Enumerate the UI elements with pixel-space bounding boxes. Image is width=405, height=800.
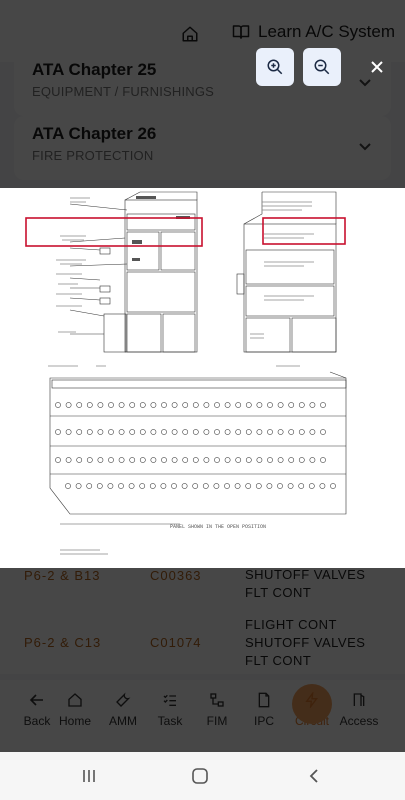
breaker-circle (183, 402, 188, 407)
breaker-circle (310, 402, 315, 407)
breaker-circle (140, 402, 145, 407)
system-nav-bar (0, 752, 405, 800)
breaker-circle (193, 483, 198, 488)
zoom-out-button[interactable] (303, 48, 341, 86)
breaker-circle (119, 457, 124, 462)
breaker-circle (76, 483, 81, 488)
chevron-left-icon (307, 768, 321, 784)
breaker-circle (98, 429, 103, 434)
breaker-circle (214, 429, 219, 434)
breaker-circle (193, 429, 198, 434)
breaker-circle (246, 402, 251, 407)
breaker-circle (288, 483, 293, 488)
breaker-circle (236, 457, 241, 462)
breaker-circle (289, 429, 294, 434)
breaker-circle (87, 402, 92, 407)
back-system-button[interactable] (302, 766, 326, 786)
breaker-circle (66, 429, 71, 434)
breaker-circle (161, 457, 166, 462)
breaker-circle (267, 457, 272, 462)
breaker-circle (256, 483, 261, 488)
close-icon (370, 60, 384, 74)
breaker-circle (66, 457, 71, 462)
zoom-in-button[interactable] (256, 48, 294, 86)
home-system-button[interactable] (188, 766, 212, 786)
breaker-circle (161, 429, 166, 434)
breaker-circle (278, 429, 283, 434)
breaker-circle (66, 402, 71, 407)
breaker-circle (98, 402, 103, 407)
breaker-circle (183, 429, 188, 434)
breaker-circle (87, 457, 92, 462)
breaker-circle (87, 429, 92, 434)
breaker-circle (172, 457, 177, 462)
breaker-circle (171, 483, 176, 488)
breaker-circle (55, 457, 60, 462)
breaker-circle (151, 402, 156, 407)
breaker-circle (278, 457, 283, 462)
breaker-circle (55, 402, 60, 407)
breaker-circle (320, 402, 325, 407)
breaker-circle (310, 429, 315, 434)
breaker-circle (151, 429, 156, 434)
breaker-circle (246, 483, 251, 488)
breaker-circle (193, 402, 198, 407)
breaker-circle (320, 429, 325, 434)
zoom-out-icon (313, 58, 331, 76)
breaker-circle (204, 457, 209, 462)
breaker-circle (204, 402, 209, 407)
breaker-circle (225, 457, 230, 462)
diagram-caption: PANEL SHOWN IN THE OPEN POSITION (170, 524, 267, 530)
breaker-circle (108, 483, 113, 488)
breaker-circle (77, 429, 82, 434)
breaker-circle (193, 457, 198, 462)
breaker-circle (267, 402, 272, 407)
breaker-circle (98, 457, 103, 462)
breaker-circle (330, 483, 335, 488)
home-circle-icon (191, 767, 209, 785)
breaker-circle (118, 483, 123, 488)
breaker-circle (108, 429, 113, 434)
breaker-circle (289, 457, 294, 462)
breaker-circle (161, 402, 166, 407)
breaker-circle (140, 483, 145, 488)
breaker-circle (267, 429, 272, 434)
breaker-circle (214, 483, 219, 488)
breaker-circle (130, 457, 135, 462)
breaker-circle (257, 429, 262, 434)
breaker-circle (278, 402, 283, 407)
breaker-circle (224, 483, 229, 488)
breaker-circle (65, 483, 70, 488)
breaker-circle (183, 457, 188, 462)
breaker-circle (161, 483, 166, 488)
breaker-circle (203, 483, 208, 488)
breaker-circle (225, 429, 230, 434)
breaker-circle (119, 429, 124, 434)
breaker-circle (108, 402, 113, 407)
breaker-circle (299, 402, 304, 407)
breaker-circle (320, 457, 325, 462)
breaker-circle (236, 429, 241, 434)
breaker-circle (309, 483, 314, 488)
breaker-circle (129, 483, 134, 488)
circuit-diagram-image[interactable] (0, 188, 405, 568)
recent-apps-icon (81, 768, 97, 784)
breaker-circle (277, 483, 282, 488)
breaker-circle (289, 402, 294, 407)
breaker-circle (299, 457, 304, 462)
breaker-circle (246, 429, 251, 434)
breaker-circle (87, 483, 92, 488)
breaker-circle (130, 429, 135, 434)
panel-drawing (0, 188, 405, 568)
breaker-circle (299, 429, 304, 434)
close-button[interactable] (366, 56, 388, 78)
breaker-circle (151, 457, 156, 462)
breaker-circle (257, 457, 262, 462)
zoom-in-icon (266, 58, 284, 76)
breaker-circle (97, 483, 102, 488)
breaker-circle (299, 483, 304, 488)
breaker-circle (225, 402, 230, 407)
breaker-circle (236, 402, 241, 407)
breaker-circle (172, 402, 177, 407)
breaker-circle (214, 402, 219, 407)
breaker-circle (55, 429, 60, 434)
breaker-circle (77, 457, 82, 462)
breaker-circle (246, 457, 251, 462)
breaker-circle (130, 402, 135, 407)
breaker-circle (204, 429, 209, 434)
recent-apps-button[interactable] (77, 766, 101, 786)
breaker-circle (182, 483, 187, 488)
breaker-circle (320, 483, 325, 488)
circuit-breaker-rows (55, 402, 335, 488)
breaker-circle (267, 483, 272, 488)
breaker-circle (150, 483, 155, 488)
breaker-circle (140, 457, 145, 462)
highlight-box (263, 218, 345, 244)
breaker-circle (172, 429, 177, 434)
breaker-circle (108, 457, 113, 462)
breaker-circle (257, 402, 262, 407)
breaker-circle (235, 483, 240, 488)
breaker-circle (310, 457, 315, 462)
breaker-circle (140, 429, 145, 434)
breaker-circle (77, 402, 82, 407)
breaker-circle (119, 402, 124, 407)
breaker-circle (214, 457, 219, 462)
